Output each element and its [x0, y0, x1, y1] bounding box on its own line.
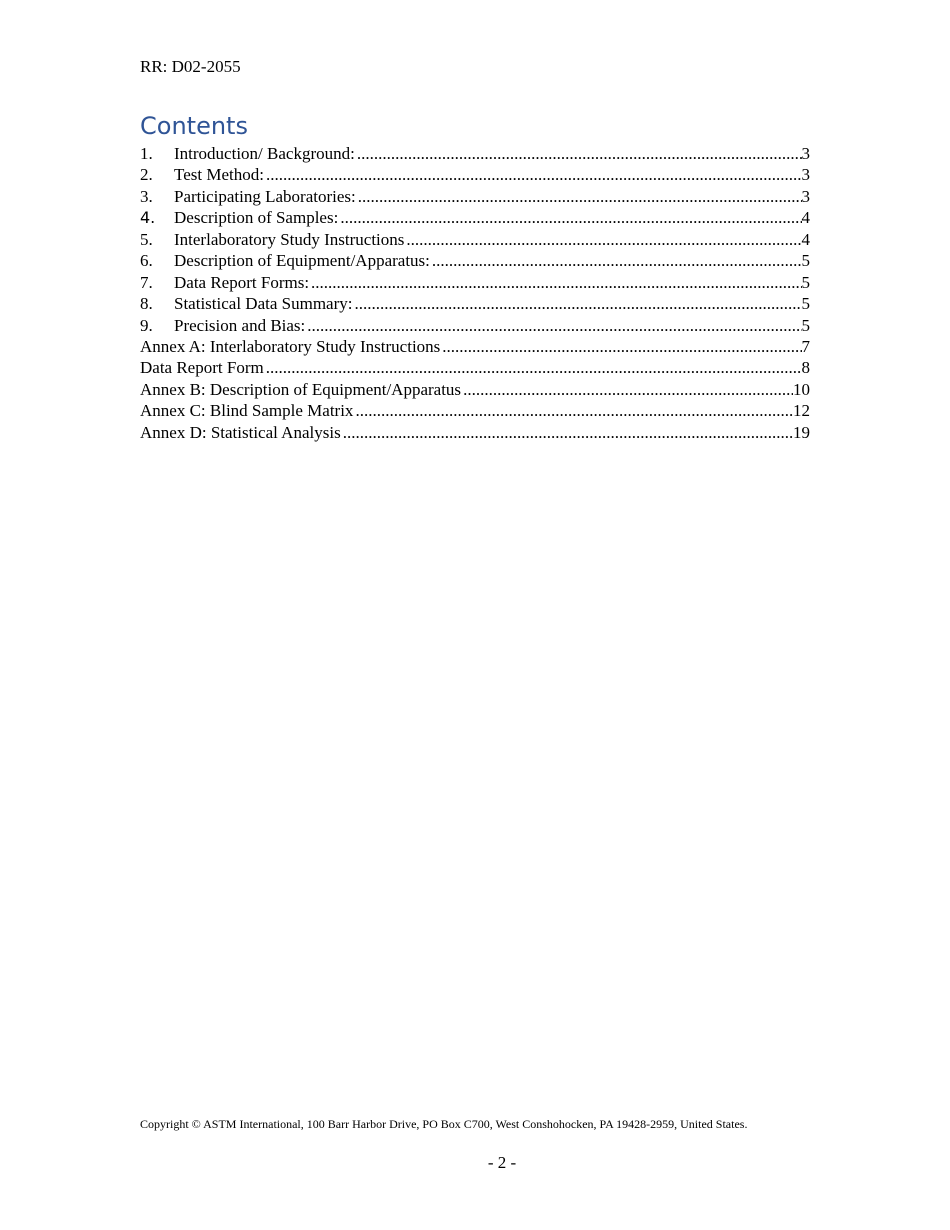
toc-title: Contents	[140, 112, 248, 140]
toc-entry-number: 1.	[140, 144, 153, 163]
toc-entry-page: 5	[801, 315, 810, 335]
toc-entry[interactable]	[140, 336, 810, 357]
toc-dot-leader	[354, 293, 801, 314]
toc-entry-page: 3	[801, 144, 810, 163]
toc-entry-title: Annex A: Interlaboratory Study Instructions	[140, 336, 441, 356]
toc-entry-page: 5	[801, 272, 810, 292]
toc-entry-title: Precision and Bias:	[174, 315, 306, 335]
toc-entry-number: 2.	[140, 165, 153, 185]
toc-entry-number: 7.	[140, 272, 153, 292]
toc-dot-leader	[355, 400, 793, 421]
toc-dot-leader	[307, 315, 801, 336]
toc-entry[interactable]	[140, 207, 810, 228]
page-number: - 2 -	[487, 1153, 517, 1172]
toc-dot-leader	[442, 336, 801, 357]
toc-dot-leader	[463, 379, 793, 400]
toc-entry-title: Data Report Forms:	[174, 272, 310, 292]
toc-entry-number: 4.	[140, 208, 156, 228]
toc-entry-title: Annex B: Description of Equipment/Apparatus	[140, 379, 462, 399]
footer-copyright: Copyright © ASTM International, 100 Barr Harbor Drive, PO Box C700, West Conshohocken, PA 19428-2959, United States.	[140, 1117, 748, 1131]
toc-entry-title: Statistical Data Summary:	[174, 294, 353, 314]
toc-entry-page: 8	[801, 358, 810, 378]
toc-dot-leader	[343, 422, 793, 443]
toc-entry-title: Description of Equipment/Apparatus:	[174, 251, 430, 271]
toc-entry[interactable]	[140, 357, 810, 378]
toc-entry-page: 19	[793, 422, 810, 442]
table-of-contents	[140, 143, 810, 443]
toc-entry-title: Test Method:	[174, 165, 264, 185]
toc-dot-leader	[311, 272, 801, 293]
toc-entry-page: 3	[801, 165, 810, 185]
toc-entry[interactable]	[140, 400, 810, 421]
toc-entry-number: 8.	[140, 294, 153, 314]
toc-entry-title: Description of Samples:	[174, 208, 339, 228]
toc-entry-number: 3.	[140, 186, 153, 206]
toc-dot-leader	[432, 250, 802, 271]
toc-entry[interactable]	[140, 272, 810, 293]
toc-entry-page: 5	[801, 251, 810, 271]
toc-entry[interactable]	[140, 379, 810, 400]
toc-entry-title: Interlaboratory Study Instructions	[174, 229, 405, 249]
toc-entry-page: 4	[801, 208, 810, 228]
toc-entry-number: 6.	[140, 251, 153, 271]
toc-entry[interactable]	[140, 315, 810, 336]
toc-dot-leader	[406, 229, 801, 250]
toc-dot-leader	[266, 164, 802, 185]
toc-dot-leader	[357, 143, 802, 164]
toc-entry-title: Data Report Form	[140, 358, 264, 378]
toc-entry[interactable]	[140, 422, 810, 443]
toc-entry-page: 4	[801, 229, 810, 249]
toc-entry-title: Participating Laboratories:	[174, 186, 356, 206]
toc-entry[interactable]	[140, 293, 810, 314]
toc-entry-page: 7	[801, 336, 810, 356]
toc-entry-page: 3	[801, 186, 810, 206]
toc-entry[interactable]	[140, 186, 810, 207]
toc-entry-title: Introduction/ Background:	[174, 144, 355, 163]
toc-dot-leader	[266, 357, 802, 378]
toc-entry-title: Annex C: Blind Sample Matrix	[140, 401, 354, 421]
toc-entry-page: 10	[793, 379, 810, 399]
toc-entry-title: Annex D: Statistical Analysis	[140, 422, 341, 442]
toc-dot-leader	[358, 186, 802, 207]
toc-entry-page: 12	[793, 401, 810, 421]
toc-entry[interactable]	[140, 143, 810, 164]
toc-entry-number: 9.	[140, 315, 153, 335]
toc-entry[interactable]	[140, 164, 810, 185]
toc-entry[interactable]	[140, 229, 810, 250]
toc-entry-number: 5.	[140, 229, 153, 249]
toc-entry[interactable]	[140, 250, 810, 271]
toc-entry-page: 5	[801, 294, 810, 314]
toc-dot-leader	[340, 207, 801, 228]
page-header: RR: D02-2055	[140, 57, 241, 76]
